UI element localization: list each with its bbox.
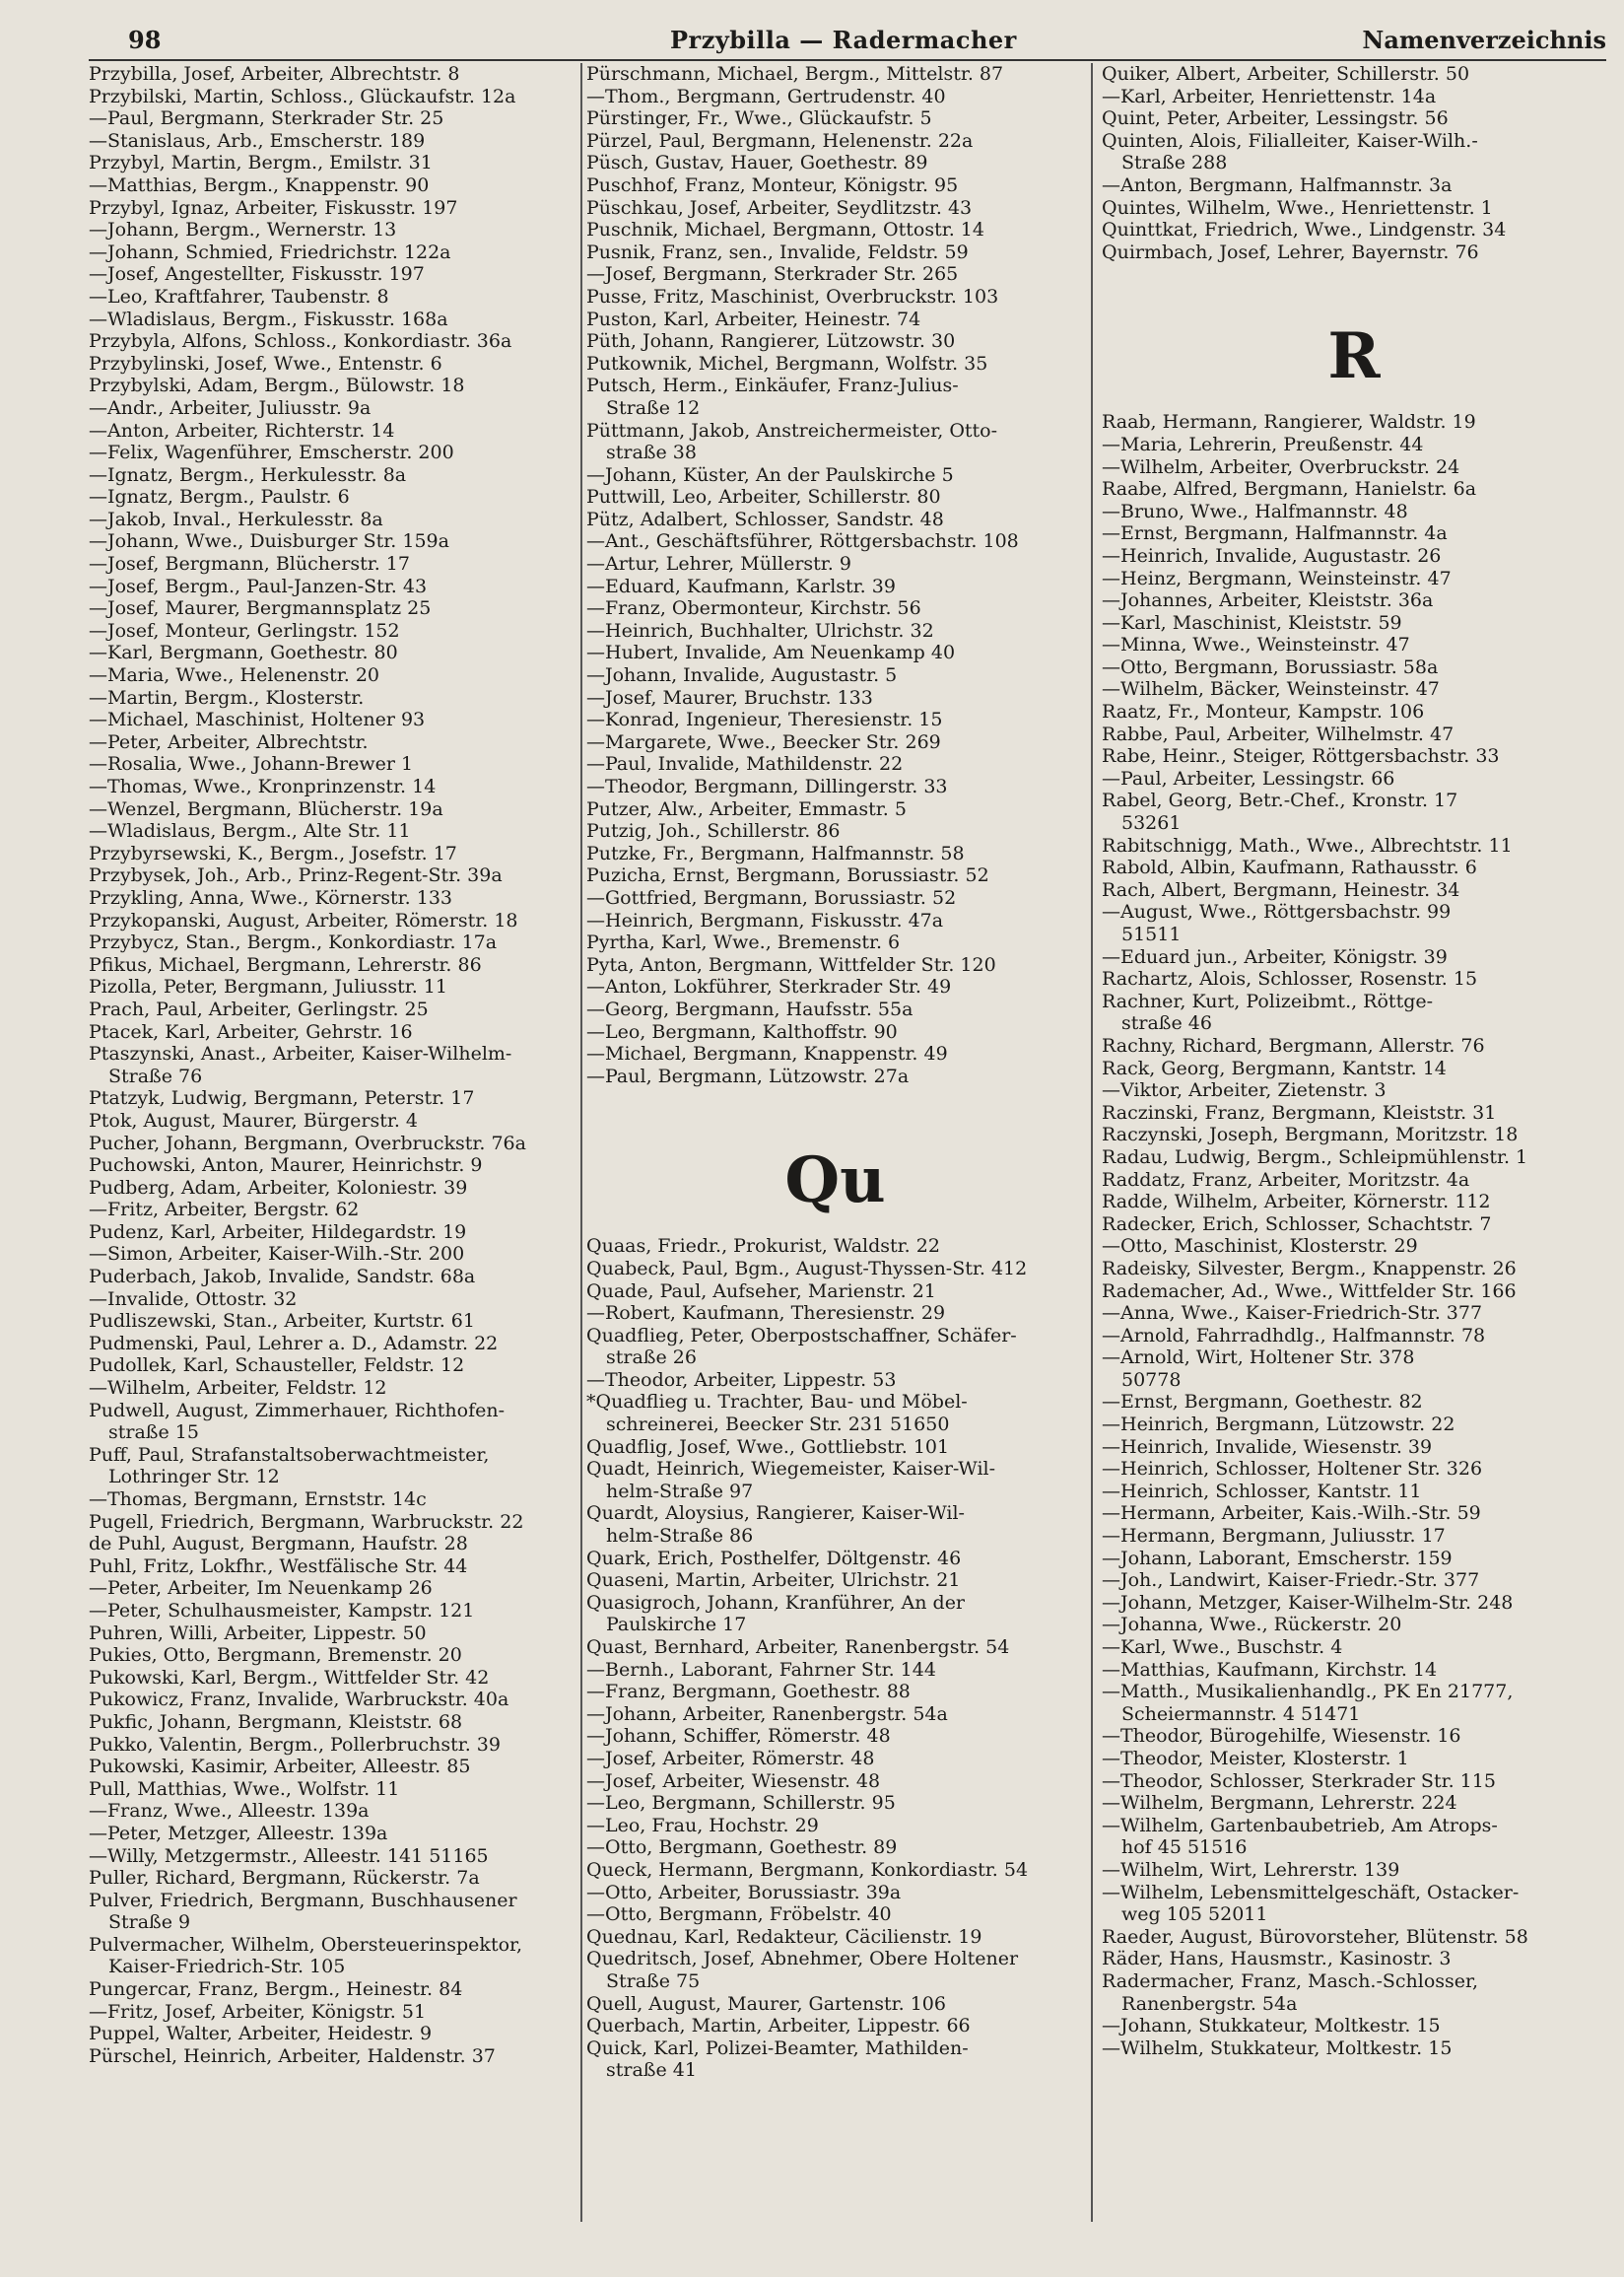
directory-entry: Przybylski, Adam, Bergm., Bülowstr. 18 [89,375,465,397]
directory-entry: Ptatzyk, Ludwig, Bergmann, Peterstr. 17 [89,1087,475,1110]
directory-entry: —Otto, Bergmann, Fröbelstr. 40 [586,1903,892,1926]
directory-entry: —Wilhelm, Bäcker, Weinsteinstr. 47 [1102,678,1440,701]
directory-entry: —Josef, Bergmann, Blücherstr. 17 [89,553,410,576]
directory-entry: Pusnik, Franz, sen., Invalide, Feldstr. 59 [586,241,969,263]
directory-entry: Pfikus, Michael, Bergmann, Lehrerstr. 86 [89,953,482,976]
directory-entry: helm-Straße 86 [606,1525,754,1548]
directory-entry: Radecker, Erich, Schlosser, Schachtstr. 7 [1102,1212,1492,1235]
directory-entry: Pürzel, Paul, Bergmann, Helenenstr. 22a [586,129,974,152]
entries-col2a [586,63,1084,1087]
directory-entry: Pudmenski, Paul, Lehrer a. D., Adamstr. 22 [89,1332,499,1354]
directory-entry: Puschhof, Franz, Monteur, Königstr. 95 [586,173,959,196]
directory-entry: Rack, Georg, Bergmann, Kantstr. 14 [1102,1057,1447,1079]
directory-entry: —Josef, Monteur, Gerlingstr. 152 [89,619,400,642]
directory-entry: Pukies, Otto, Bergmann, Bremenstr. 20 [89,1644,462,1667]
directory-entry: Quadflieg, Peter, Oberpostschaffner, Schäfer- [586,1324,1017,1346]
directory-entry: —Johann, Stukkateur, Moltkestr. 15 [1102,2015,1441,2037]
directory-entry: —Paul, Bergmann, Sterkrader Str. 25 [89,107,444,130]
directory-entry: —Michael, Bergmann, Knappenstr. 49 [586,1043,948,1066]
directory-entry: —Wilhelm, Stukkateur, Moltkestr. 15 [1102,2036,1453,2059]
directory-entry: —Ant., Geschäftsführer, Röttgersbachstr. 108 [586,530,1019,553]
directory-entry: —Paul, Arbeiter, Lessingstr. 66 [1102,767,1395,790]
directory-entry: Pürschel, Heinrich, Arbeiter, Haldenstr. 37 [89,2044,496,2067]
directory-entry: —Anton, Bergmann, Halfmannstr. 3a [1102,173,1453,196]
directory-entry: Pukowicz, Franz, Invalide, Warbruckstr. 40a [89,1689,509,1711]
directory-entry: Quinttkat, Friedrich, Wwe., Lindgenstr. 34 [1102,219,1507,242]
column-3 [1102,63,1606,2251]
directory-entry: —Johann, Arbeiter, Ranenbergstr. 54a [586,1702,948,1725]
directory-entry: Raatz, Fr., Monteur, Kampstr. 106 [1102,701,1425,724]
directory-entry: Querbach, Martin, Arbeiter, Lippestr. 66 [586,2015,971,2037]
directory-entry: Pudberg, Adam, Arbeiter, Koloniestr. 39 [89,1176,468,1199]
directory-entry: Pukfic, Johann, Bergmann, Kleiststr. 68 [89,1710,463,1733]
directory-entry: —Josef, Maurer, Bruchstr. 133 [586,686,873,709]
directory-entry: Quintes, Wilhelm, Wwe., Henriettenstr. 1 [1102,196,1493,219]
directory-entry: —Johann, Metzger, Kaiser-Wilhelm-Str. 248 [1102,1591,1514,1614]
directory-entry: Prach, Paul, Arbeiter, Gerlingstr. 25 [89,998,429,1020]
directory-entry: —Karl, Wwe., Buschstr. 4 [1102,1636,1343,1658]
column-1 [89,63,586,2251]
directory-entry: Pungercar, Franz, Bergm., Heinestr. 84 [89,1978,463,2001]
directory-entry: Pukowski, Karl, Bergm., Wittfelder Str. 42 [89,1666,490,1689]
directory-entry: Lothringer Str. 12 [108,1466,280,1488]
directory-entry: Ranenbergstr. 54a [1121,1992,1298,2015]
directory-entry: —Thomas, Bergmann, Ernststr. 14c [89,1488,427,1510]
directory-entry: Queck, Hermann, Bergmann, Konkordiastr. 54 [586,1858,1029,1881]
directory-entry: —Theodor, Arbeiter, Lippestr. 53 [586,1368,897,1391]
directory-entry: —Paul, Invalide, Mathildenstr. 22 [586,753,904,776]
directory-entry: —Johann, Küster, An der Paulskirche 5 [586,463,954,486]
directory-entry: 51511 [1121,924,1182,945]
directory-entry: —Andr., Arbeiter, Juliusstr. 9a [89,396,372,419]
directory-entry: —Heinz, Bergmann, Weinsteinstr. 47 [1102,567,1452,589]
directory-entry: Pudwell, August, Zimmerhauer, Richthofen- [89,1399,506,1421]
directory-entry: —Wilhelm, Gartenbaubetrieb, Am Atrops- [1102,1814,1498,1836]
directory-entry: —Josef, Bergm., Paul-Janzen-Str. 43 [89,575,428,597]
directory-entry: Puhl, Fritz, Lokfhr., Westfälische Str. 44 [89,1554,468,1577]
directory-entry: —Paul, Bergmann, Lützowstr. 27a [586,1065,910,1087]
directory-entry: —Arnold, Wirt, Holtener Str. 378 [1102,1346,1415,1369]
directory-entry: Pürschmann, Michael, Bergm., Mittelstr. 87 [586,63,1004,85]
header-rule [89,59,1606,61]
directory-entry: —Eduard, Kaufmann, Karlstr. 39 [586,575,896,597]
directory-entry: Putsch, Herm., Einkäufer, Franz-Julius- [586,375,959,397]
directory-entry: —Leo, Bergmann, Kalthoffstr. 90 [586,1020,898,1043]
directory-entry: Scheiermannstr. 4 51471 [1121,1702,1361,1725]
directory-entry: —Fritz, Josef, Arbeiter, Königstr. 51 [89,2000,427,2023]
directory-entry: schreinerei, Beecker Str. 231 51650 [606,1414,950,1436]
directory-entry: Putzig, Joh., Schillerstr. 86 [586,820,841,843]
directory-entry: Raabe, Alfred, Bergmann, Hanielstr. 6a [1102,478,1477,501]
directory-entry: Puschnik, Michael, Bergmann, Ottostr. 14 [586,219,984,242]
directory-entry: —Johanna, Wwe., Rückerstr. 20 [1102,1614,1402,1636]
directory-entry: Puderbach, Jakob, Invalide, Sandstr. 68a [89,1266,476,1288]
directory-entry: —Heinrich, Invalide, Wiesenstr. 39 [1102,1435,1433,1458]
directory-entry: Püth, Johann, Rangierer, Lützowstr. 30 [586,330,956,353]
directory-entry: Räder, Hans, Hausmstr., Kasinostr. 3 [1102,1948,1452,1970]
directory-entry: straße 38 [606,442,697,464]
directory-entry: —Felix, Wagenführer, Emscherstr. 200 [89,442,454,464]
letter-heading-qu: Qu [784,1143,886,1218]
directory-entry: Rach, Albert, Bergmann, Heinestr. 34 [1102,878,1460,901]
directory-entry: Quade, Paul, Aufseher, Marienstr. 21 [586,1279,936,1302]
directory-entry: Quaseni, Martin, Arbeiter, Ulrichstr. 21 [586,1569,961,1592]
directory-entry: —Josef, Arbeiter, Römerstr. 48 [586,1747,875,1769]
directory-entry: Puller, Richard, Bergmann, Rückerstr. 7a [89,1867,480,1890]
directory-entry: Przybysek, Joh., Arb., Prinz-Regent-Str. 39a [89,864,503,887]
directory-entry: —Theodor, Bürogehilfe, Wiesenstr. 16 [1102,1725,1461,1748]
directory-entry: —Otto, Bergmann, Goethestr. 89 [586,1836,898,1859]
directory-entry: —Theodor, Meister, Klosterstr. 1 [1102,1747,1409,1769]
directory-entry: Przybylinski, Josef, Wwe., Entenstr. 6 [89,352,442,375]
directory-entry: Puppel, Walter, Arbeiter, Heidestr. 9 [89,2023,433,2045]
directory-entry: straße 15 [108,1421,199,1444]
directory-entry: Puff, Paul, Strafanstaltsoberwachtmeister, [89,1443,490,1466]
directory-entry: —Viktor, Arbeiter, Zietenstr. 3 [1102,1079,1387,1102]
directory-entry: —Josef, Arbeiter, Wiesenstr. 48 [586,1769,881,1792]
directory-entry: Przybyl, Ignaz, Arbeiter, Fiskusstr. 197 [89,196,458,219]
directory-entry: —Heinrich, Bergmann, Lützowstr. 22 [1102,1414,1455,1436]
directory-entry: —Leo, Bergmann, Schillerstr. 95 [586,1792,896,1815]
directory-entry: de Puhl, August, Bergmann, Haufstr. 28 [89,1533,468,1555]
directory-entry: Pizolla, Peter, Bergmann, Juliusstr. 11 [89,976,447,999]
directory-entry: Quick, Karl, Polizei-Beamter, Mathilden- [586,2036,969,2059]
directory-entry: Quednau, Karl, Redakteur, Cäcilienstr. 19 [586,1925,982,1948]
directory-entry: —Matth., Musikalienhandlg., PK En 21777, [1102,1681,1514,1703]
directory-entry: —Franz, Obermonteur, Kirchstr. 56 [586,597,921,620]
directory-entry: Rademacher, Ad., Wwe., Wittfelder Str. 166 [1102,1279,1517,1302]
directory-entry: —Robert, Kaufmann, Theresienstr. 29 [586,1302,946,1325]
directory-entry: —Johann, Laborant, Emscherstr. 159 [1102,1547,1453,1569]
directory-entry: —Minna, Wwe., Weinsteinstr. 47 [1102,634,1410,656]
directory-entry: Quast, Bernhard, Arbeiter, Ranenbergstr. 54 [586,1636,1010,1658]
directory-entry: Quirmbach, Josef, Lehrer, Bayernstr. 76 [1102,241,1479,263]
directory-entry: Quedritsch, Josef, Abnehmer, Obere Holtener [586,1948,1019,1970]
directory-entry: Quaas, Friedr., Prokurist, Waldstr. 22 [586,1235,940,1258]
directory-entry: —Bruno, Wwe., Halfmannstr. 48 [1102,500,1408,522]
directory-entry: —Josef, Angestellter, Fiskusstr. 197 [89,263,425,286]
directory-entry: —Leo, Kraftfahrer, Taubenstr. 8 [89,285,389,308]
directory-entry: —Heinrich, Bergmann, Fiskusstr. 47a [586,909,944,932]
page-header [89,22,1606,61]
directory-entry: Pürstinger, Fr., Wwe., Glückaufstr. 5 [586,107,932,130]
directory-entry: Quark, Erich, Posthelfer, Döltgenstr. 46 [586,1547,962,1569]
directory-entry: Straße 75 [606,1969,701,1992]
directory-entry: —Wilhelm, Arbeiter, Feldstr. 12 [89,1377,387,1400]
directory-entry: Ptok, August, Maurer, Bürgerstr. 4 [89,1109,419,1132]
directory-entry: 53261 [1121,812,1182,835]
directory-entry: —Ignatz, Bergm., Herkulesstr. 8a [89,463,407,486]
directory-entry: —Maria, Wwe., Helenenstr. 20 [89,664,379,687]
directory-entry: straße 41 [606,2059,697,2082]
entries-col3a [1102,63,1606,263]
column-divider [1091,63,1093,2222]
directory-entry: —Hermann, Arbeiter, Kais.-Wilh.-Str. 59 [1102,1502,1481,1525]
directory-entry: Pudollek, Karl, Schausteller, Feldstr. 12 [89,1354,465,1377]
directory-entry: Quint, Peter, Arbeiter, Lessingstr. 56 [1102,107,1449,130]
directory-entry: —Thomas, Wwe., Kronprinzenstr. 14 [89,776,437,797]
directory-entry: Raeder, August, Bürovorsteher, Blütenstr. 58 [1102,1925,1528,1948]
directory-entry: Rabold, Albin, Kaufmann, Rathausstr. 6 [1102,857,1477,879]
directory-entry: Puttwill, Leo, Arbeiter, Schillerstr. 80 [586,486,941,509]
directory-entry: —Johann, Wwe., Duisburger Str. 159a [89,530,449,553]
directory-entry: Putkownik, Michel, Bergmann, Wolfstr. 35 [586,352,988,375]
directory-entry: —Heinrich, Schlosser, Kantstr. 11 [1102,1480,1422,1502]
directory-entry: —Hubert, Invalide, Am Neuenkamp 40 [586,642,956,664]
directory-entry: —Wilhelm, Arbeiter, Overbruckstr. 24 [1102,455,1460,478]
directory-entry: —Johann, Schiffer, Römerstr. 48 [586,1725,891,1748]
directory-entry: —Jakob, Inval., Herkulesstr. 8a [89,508,383,530]
directory-entry: —Peter, Arbeiter, Albrechtstr. [89,730,369,753]
directory-entry: Pugell, Friedrich, Bergmann, Warbruckstr. 22 [89,1510,524,1533]
directory-entry: Quiker, Albert, Arbeiter, Schillerstr. 50 [1102,63,1470,85]
directory-entry: Putzke, Fr., Bergmann, Halfmannstr. 58 [586,842,965,864]
directory-entry: Pucher, Johann, Bergmann, Overbruckstr. 76a [89,1132,526,1154]
directory-entry: —Karl, Maschinist, Kleiststr. 59 [1102,611,1402,634]
directory-entry: Pull, Matthias, Wwe., Wolfstr. 11 [89,1777,400,1800]
directory-entry: —Martin, Bergm., Klosterstr. [89,686,365,709]
directory-entry: —Matthias, Kaufmann, Kirchstr. 14 [1102,1658,1438,1681]
directory-entry: straße 26 [606,1346,697,1369]
directory-entry: Quadflig, Josef, Wwe., Gottliebstr. 101 [586,1435,950,1458]
directory-entry: —Wilhelm, Wirt, Lehrerstr. 139 [1102,1858,1400,1881]
directory-entry: Radau, Ludwig, Bergm., Schleipmühlenstr. 1 [1102,1145,1528,1168]
directory-entry: Quadt, Heinrich, Wiegemeister, Kaiser-Wil- [586,1458,996,1481]
directory-entry: Ptacek, Karl, Arbeiter, Gehrstr. 16 [89,1020,413,1043]
directory-entry: Pukowski, Kasimir, Arbeiter, Alleestr. 85 [89,1756,471,1778]
directory-entry: Püsch, Gustav, Hauer, Goethestr. 89 [586,152,928,174]
directory-entry: Pukko, Valentin, Bergm., Pollerbruchstr. 39 [89,1733,501,1756]
directory-entry: Pusse, Fritz, Maschinist, Overbruckstr. 103 [586,285,999,308]
directory-entry: —Wladislaus, Bergm., Alte Str. 11 [89,820,411,843]
directory-entry: Rachartz, Alois, Schlosser, Rosenstr. 15 [1102,968,1478,991]
directory-entry: Quabeck, Paul, Bgm., August-Thyssen-Str. 412 [586,1257,1028,1279]
directory-entry: Rabel, Georg, Betr.-Chef., Kronstr. 17 [1102,790,1458,812]
directory-entry: Ptaszynski, Anast., Arbeiter, Kaiser-Wilhelm- [89,1043,512,1066]
directory-entry: —Wenzel, Bergmann, Blücherstr. 19a [89,797,443,820]
directory-entry: Rabitschnigg, Math., Wwe., Albrechtstr. 11 [1102,834,1513,857]
directory-entry: Paulskirche 17 [606,1614,747,1636]
directory-entry: —Otto, Arbeiter, Borussiastr. 39a [586,1881,902,1903]
directory-entry: Kaiser-Friedrich-Str. 105 [108,1956,346,1978]
directory-entry: —Wladislaus, Bergm., Fiskusstr. 168a [89,308,448,330]
page-number: 98 [128,26,162,54]
directory-entry: —Georg, Bergmann, Haufsstr. 55a [586,998,914,1020]
directory-entry: —Arnold, Fahrradhdlg., Halfmannstr. 78 [1102,1324,1486,1346]
directory-entry: —Invalide, Ottostr. 32 [89,1287,298,1310]
directory-entry: Rachner, Kurt, Polizeibmt., Röttge- [1102,990,1434,1012]
directory-entry: —Heinrich, Schlosser, Holtener Str. 326 [1102,1458,1483,1481]
directory-entry: —Leo, Frau, Hochstr. 29 [586,1814,819,1836]
directory-entry: —Konrad, Ingenieur, Theresienstr. 15 [586,709,943,731]
directory-entry: Pyta, Anton, Bergmann, Wittfelder Str. 120 [586,953,996,976]
directory-entry: Puhren, Willi, Arbeiter, Lippestr. 50 [89,1622,427,1644]
directory-entry: —Karl, Arbeiter, Henriettenstr. 14a [1102,85,1437,107]
directory-entry: —Willy, Metzgermstr., Alleestr. 141 51165 [89,1844,489,1867]
directory-entry: —Rosalia, Wwe., Johann-Brewer 1 [89,753,414,776]
directory-entry: —Otto, Maschinist, Klosterstr. 29 [1102,1235,1418,1258]
directory-entry: —Anton, Lokführer, Sterkrader Str. 49 [586,976,952,999]
directory-entry: —Ignatz, Bergm., Paulstr. 6 [89,486,350,509]
directory-entry: Straße 9 [108,1911,191,1934]
directory-entry: —Wilhelm, Lebensmittelgeschäft, Ostacker- [1102,1881,1520,1903]
directory-entry: —Johann, Bergm., Wernerstr. 13 [89,219,397,242]
entries-col2b [586,1235,1084,2082]
directory-entry: —Ernst, Bergmann, Goethestr. 82 [1102,1391,1423,1414]
directory-entry: —Peter, Metzger, Alleestr. 139a [89,1822,388,1844]
directory-entry: Püschkau, Josef, Arbeiter, Seydlitzstr. 43 [586,196,973,219]
directory-entry: —Theodor, Schlosser, Sterkrader Str. 115 [1102,1769,1496,1792]
directory-entry: —Josef, Maurer, Bergmannsplatz 25 [89,597,432,620]
directory-entry: Radde, Wilhelm, Arbeiter, Körnerstr. 112 [1102,1191,1491,1213]
directory-entry: Radermacher, Franz, Masch.-Schlosser, [1102,1969,1479,1992]
directory-entry: —Peter, Arbeiter, Im Neuenkamp 26 [89,1577,433,1600]
directory-entry: straße 46 [1121,1012,1212,1035]
directory-entry: Przykling, Anna, Wwe., Körnerstr. 133 [89,886,453,909]
directory-entry: Quinten, Alois, Filialleiter, Kaiser-Wilh.- [1102,129,1478,152]
directory-entry: Rabbe, Paul, Arbeiter, Wilhelmstr. 47 [1102,723,1455,745]
directory-entry: —Joh., Landwirt, Kaiser-Friedr.-Str. 377 [1102,1569,1480,1592]
spacer [1102,263,1606,303]
directory-entry: Puston, Karl, Arbeiter, Heinestr. 74 [586,308,921,330]
directory-entry: —Margarete, Wwe., Beecker Str. 269 [586,730,941,753]
directory-entry: —Franz, Wwe., Alleestr. 139a [89,1800,370,1823]
directory-entry: Przybyrsewski, K., Bergm., Josefstr. 17 [89,842,457,864]
directory-entry: Przykopanski, August, Arbeiter, Römerstr. 18 [89,909,518,932]
directory-entry: Przybyla, Alfons, Schloss., Konkordiastr. 36a [89,330,512,353]
directory-entry: Raab, Hermann, Rangierer, Waldstr. 19 [1102,411,1476,434]
directory-entry: hof 45 51516 [1121,1836,1248,1859]
directory-entry: —Artur, Lehrer, Müllerstr. 9 [586,553,851,576]
directory-entry: Pudliszewski, Stan., Arbeiter, Kurtstr. 61 [89,1310,475,1333]
directory-entry: Püttmann, Jakob, Anstreichermeister, Otto- [586,419,998,442]
directory-entry: —Ernst, Bergmann, Halfmannstr. 4a [1102,522,1448,545]
entries-col1 [89,63,586,2067]
directory-entry: —Anton, Arbeiter, Richterstr. 14 [89,419,395,442]
directory-entry: —Eduard jun., Arbeiter, Königstr. 39 [1102,945,1448,968]
directory-entry: Przybycz, Stan., Bergm., Konkordiastr. 17a [89,932,498,954]
directory-entry: Quell, August, Maurer, Gartenstr. 106 [586,1992,946,2015]
directory-entry: —Franz, Bergmann, Goethestr. 88 [586,1681,911,1703]
directory-entry: —Heinrich, Invalide, Augustastr. 26 [1102,544,1442,567]
directory-entry: —Bernh., Laborant, Fahrner Str. 144 [586,1658,936,1681]
directory-entry: Raczynski, Joseph, Bergmann, Moritzstr. 18 [1102,1124,1519,1146]
directory-entry: —Johann, Invalide, Augustastr. 5 [586,664,898,687]
directory-entry: —Theodor, Bergmann, Dillingerstr. 33 [586,776,948,797]
spacer [586,1087,1084,1127]
directory-entry: Przybilski, Martin, Schloss., Glückaufstr. 12a [89,85,516,107]
directory-entry: weg 105 52011 [1121,1903,1268,1926]
directory-entry: —Maria, Lehrerin, Preußenstr. 44 [1102,433,1424,455]
page-title: Przybilla — Radermacher [670,26,1017,54]
directory-entry: —Anna, Wwe., Kaiser-Friedrich-Str. 377 [1102,1302,1483,1325]
directory-entry: Pudenz, Karl, Arbeiter, Hildegardstr. 19 [89,1220,467,1243]
directory-entry: 50778 [1121,1368,1182,1391]
directory-entry: Quardt, Aloysius, Rangierer, Kaiser-Wil- [586,1502,965,1525]
directory-entry: —August, Wwe., Röttgersbachstr. 99 [1102,901,1452,924]
directory-entry: Straße 12 [606,396,701,419]
directory-entry: —Thom., Bergmann, Gertrudenstr. 40 [586,85,946,107]
directory-entry: —Fritz, Arbeiter, Bergstr. 62 [89,1199,360,1221]
directory-entry: Putzer, Alw., Arbeiter, Emmastr. 5 [586,797,907,820]
directory-entry: —Hermann, Bergmann, Juliusstr. 17 [1102,1525,1446,1548]
letter-heading-r: R [1327,319,1381,394]
directory-entry: —Michael, Maschinist, Holtener 93 [89,709,426,731]
directory-entry: Straße 76 [108,1065,203,1087]
directory-entry: Przybilla, Josef, Arbeiter, Albrechtstr. 8 [89,63,460,85]
directory-entry: Quasigroch, Johann, Kranführer, An der [586,1591,966,1614]
directory-entry: Radeisky, Silvester, Bergm., Knappenstr. 26 [1102,1257,1517,1279]
directory-entry: —Josef, Bergmann, Sterkrader Str. 265 [586,263,959,286]
directory-entry: —Peter, Schulhausmeister, Kampstr. 121 [89,1599,475,1622]
directory-entry: —Stanislaus, Arb., Emscherstr. 189 [89,129,426,152]
directory-entry: —Otto, Bergmann, Borussiastr. 58a [1102,656,1439,678]
directory-entry: Raczinski, Franz, Bergmann, Kleiststr. 31 [1102,1101,1497,1124]
column-2 [586,63,1084,2251]
directory-entry: —Wilhelm, Bergmann, Lehrerstr. 224 [1102,1792,1457,1815]
directory-entry: Rachny, Richard, Bergmann, Allerstr. 76 [1102,1034,1485,1057]
directory-entry: —Gottfried, Bergmann, Borussiastr. 52 [586,886,957,909]
section-title: Namenverzeichnis [1362,26,1606,54]
directory-entry: Puzicha, Ernst, Bergmann, Borussiastr. 52 [586,864,989,887]
directory-entry: —Johannes, Arbeiter, Kleiststr. 36a [1102,589,1434,612]
directory-entry: —Heinrich, Buchhalter, Ulrichstr. 32 [586,619,934,642]
directory-entry: Raddatz, Franz, Arbeiter, Moritzstr. 4a [1102,1168,1470,1191]
directory-entry: Pulvermacher, Wilhelm, Obersteuerinspektor, [89,1933,523,1956]
directory-entry: Pulver, Friedrich, Bergmann, Buschhausener [89,1889,517,1911]
directory-entry: Pütz, Adalbert, Schlosser, Sandstr. 48 [586,508,944,530]
directory-entry: Straße 288 [1121,152,1228,174]
directory-entry: —Simon, Arbeiter, Kaiser-Wilh.-Str. 200 [89,1243,465,1266]
entries-col3b [1102,411,1606,2059]
directory-entry: —Johann, Schmied, Friedrichstr. 122a [89,241,451,263]
directory-entry: helm-Straße 97 [606,1480,754,1502]
directory-entry: Puchowski, Anton, Maurer, Heinrichstr. 9 [89,1154,483,1177]
directory-entry: Pyrtha, Karl, Wwe., Bremenstr. 6 [586,932,901,954]
column-divider [580,63,582,2222]
directory-entry: Rabe, Heinr., Steiger, Röttgersbachstr. 33 [1102,745,1500,768]
directory-entry: —Matthias, Bergm., Knappenstr. 90 [89,173,430,196]
directory-entry: *Quadflieg u. Trachter, Bau- und Möbel- [586,1391,968,1414]
directory-entry: Przybyl, Martin, Bergm., Emilstr. 31 [89,152,433,174]
directory-entry: —Karl, Bergmann, Goethestr. 80 [89,642,398,664]
